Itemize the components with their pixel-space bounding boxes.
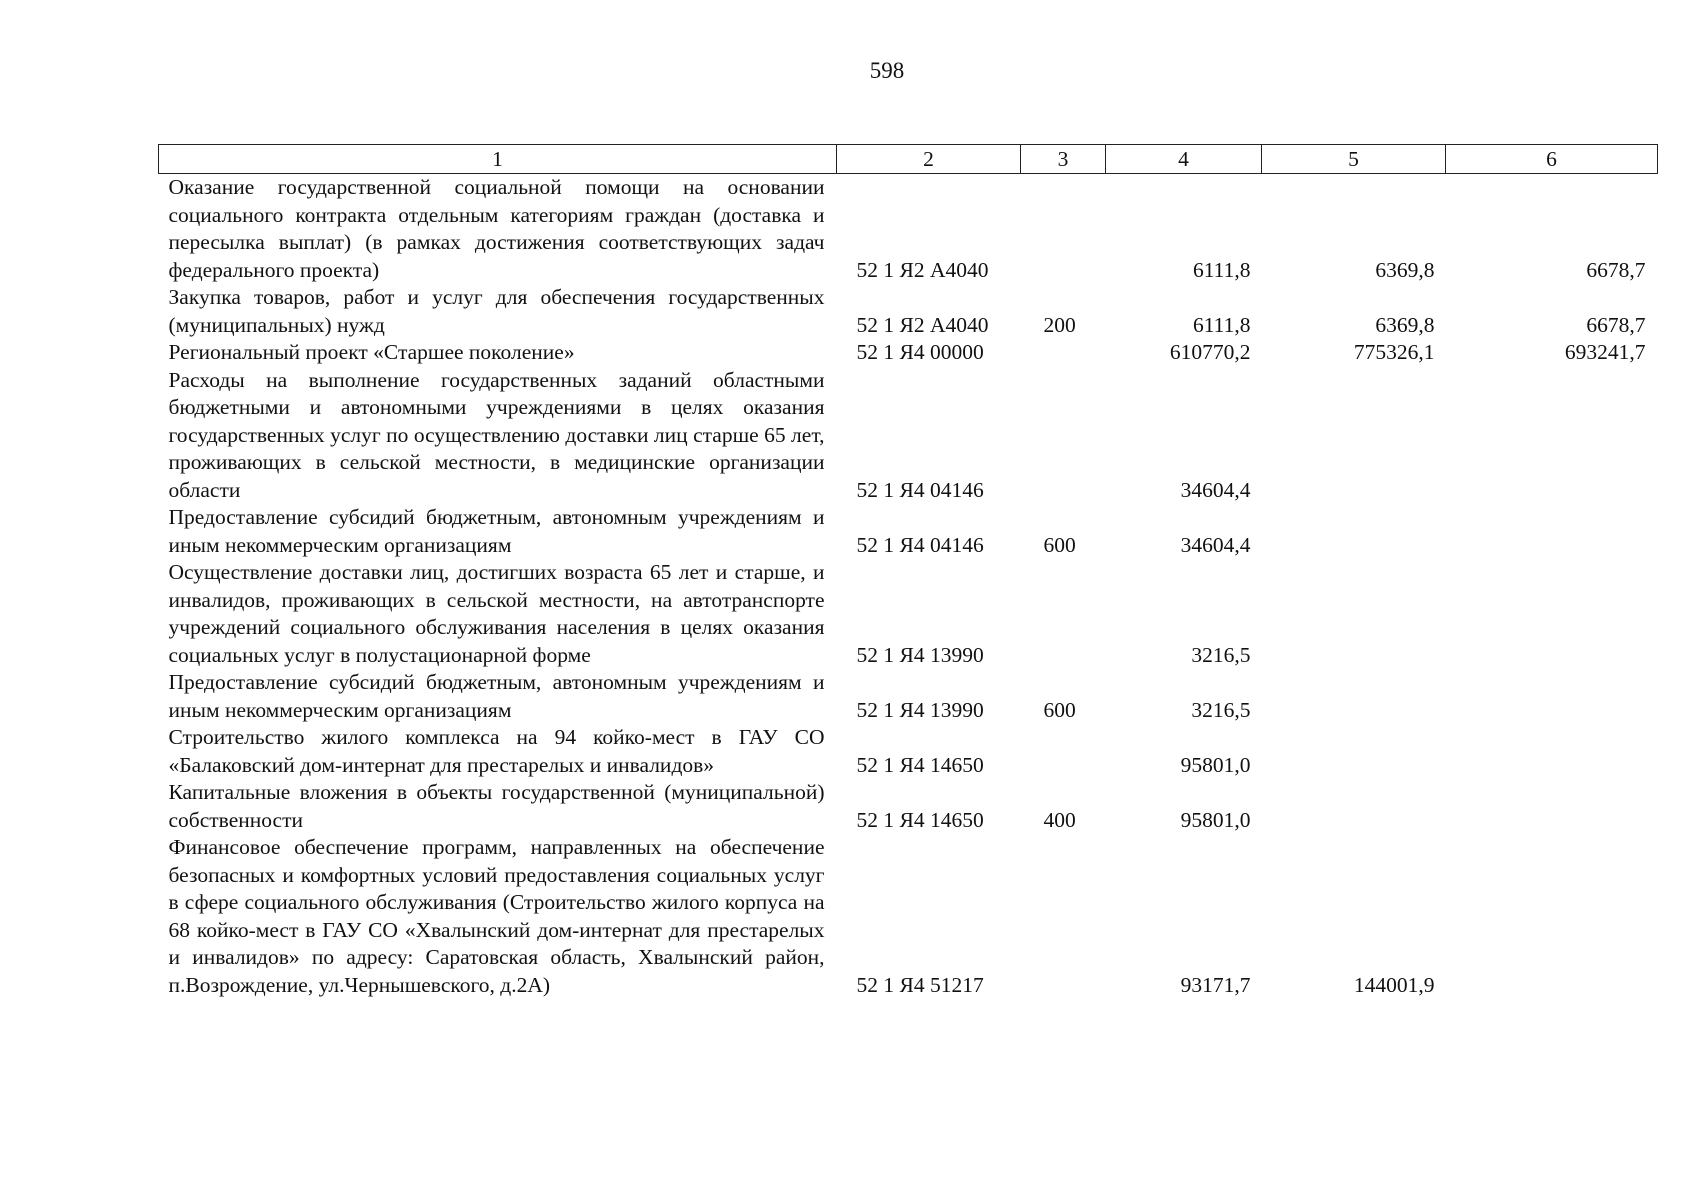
table-row <box>159 339 1658 367</box>
table-row <box>159 779 1658 834</box>
amount-col-5 <box>1262 367 1446 505</box>
amount-col-5: 775326,1 <box>1353 340 1435 364</box>
expense-type <box>1021 339 1106 367</box>
header-col-3: 3 <box>1021 145 1106 174</box>
item-code: 52 1 Я4 13990 <box>856 697 984 722</box>
amount-col-6 <box>1446 779 1658 834</box>
expense-type: 600 <box>1043 697 1076 722</box>
item-code: 52 1 Я4 14650 <box>856 807 984 832</box>
header-col-1: 1 <box>159 145 837 174</box>
item-code: 52 1 Я4 13990 <box>856 642 984 667</box>
amount-col-6 <box>1446 669 1658 724</box>
amount-col-5: 144001,9 <box>1353 972 1435 997</box>
item-name: Закупка товаров, работ и услуг для обеспечения государственных (муниципальных) нужд <box>168 285 825 337</box>
table-row <box>159 174 1658 285</box>
amount-col-4: 95801,0 <box>1180 807 1251 832</box>
expense-type <box>1021 724 1106 779</box>
amount-col-6 <box>1446 559 1658 669</box>
amount-col-4: 34604,4 <box>1180 477 1251 502</box>
amount-col-5 <box>1262 559 1446 669</box>
amount-col-5 <box>1262 779 1446 834</box>
item-name: Оказание государственной социальной помощи на основании социального контракта отдельным категориям граждан (доставка и пересылка выплат) (в рамках достижения соответствующих задач федерального проекта) <box>168 175 825 282</box>
item-name: Региональный проект «Старшее поколение» <box>168 340 575 364</box>
table-row <box>159 504 1658 559</box>
amount-col-4: 3216,5 <box>1191 642 1251 667</box>
table-header <box>159 145 1658 174</box>
amount-col-6: 6678,7 <box>1586 312 1646 337</box>
item-name: Финансовое обеспечение программ, направленных на обеспечение безопасных и комфортных условий предоставления социальных услуг в сфере социального обслуживания (Строительство жилого корпуса на 68 койко-мест в ГАУ СО «Хвалынский дом-интернат для престарелых и инвалидов» по адресу: Саратовская область, Хвалынский район, п.Возрождение, ул.Чернышевского, д.2А) <box>168 835 825 997</box>
table-body <box>159 174 1658 1000</box>
expense-type <box>1021 174 1106 285</box>
amount-col-6 <box>1446 834 1658 999</box>
expense-type <box>1021 559 1106 669</box>
table-row <box>159 284 1658 339</box>
table-row <box>159 724 1658 779</box>
expense-type: 200 <box>1043 312 1076 337</box>
table-row <box>159 834 1658 999</box>
item-code: 52 1 Я4 14650 <box>856 752 984 777</box>
table-row <box>159 367 1658 505</box>
item-name: Расходы на выполнение государственных заданий областными бюджетными и автономными учреждениями в целях оказания государственных услуг по осуществлению доставки лиц старше 65 лет, проживающих в сельской местности, в медицинские организации области <box>168 367 825 502</box>
expense-type: 600 <box>1043 532 1076 557</box>
item-name: Капитальные вложения в объекты государственной (муниципальной) собственности <box>168 780 825 832</box>
item-code: 52 1 Я4 04146 <box>856 477 984 502</box>
header-col-5: 5 <box>1262 145 1446 174</box>
amount-col-5 <box>1262 724 1446 779</box>
amount-col-5 <box>1262 504 1446 559</box>
header-col-2: 2 <box>837 145 1021 174</box>
amount-col-4: 93171,7 <box>1180 972 1251 997</box>
item-code: 52 1 Я4 51217 <box>856 972 984 997</box>
budget-table <box>158 144 1658 999</box>
amount-col-5: 6369,8 <box>1375 257 1435 282</box>
item-name: Строительство жилого комплекса на 94 койко-мест в ГАУ СО «Балаковский дом-интернат для престарелых и инвалидов» <box>168 725 825 777</box>
expense-type: 400 <box>1043 807 1076 832</box>
expense-type <box>1021 367 1106 505</box>
amount-col-6 <box>1446 367 1658 505</box>
expense-type <box>1021 834 1106 999</box>
item-code: 52 1 Я4 04146 <box>856 532 984 557</box>
header-row <box>159 145 1658 174</box>
amount-col-6: 6678,7 <box>1586 257 1646 282</box>
amount-col-6 <box>1446 504 1658 559</box>
table-row <box>159 559 1658 669</box>
amount-col-4: 610770,2 <box>1169 340 1251 364</box>
amount-col-4: 34604,4 <box>1180 532 1251 557</box>
header-col-4: 4 <box>1106 145 1262 174</box>
item-name: Предоставление субсидий бюджетным, автономным учреждениям и иным некоммерческим организациям <box>168 505 825 557</box>
amount-col-4: 6111,8 <box>1192 312 1251 337</box>
amount-col-4: 95801,0 <box>1180 752 1251 777</box>
amount-col-6: 693241,7 <box>1564 340 1646 364</box>
item-code: 52 1 Я2 А4040 <box>856 312 989 337</box>
item-name: Осуществление доставки лиц, достигших возраста 65 лет и старше, и инвалидов, проживающих в сельской местности, на автотранспорте учреждений социального обслуживания населения в целях оказания социальных услуг в полустационарной форме <box>168 560 825 667</box>
item-name: Предоставление субсидий бюджетным, автономным учреждениям и иным некоммерческим организациям <box>168 670 825 722</box>
header-col-6: 6 <box>1446 145 1658 174</box>
amount-col-4: 3216,5 <box>1191 697 1251 722</box>
amount-col-6 <box>1446 724 1658 779</box>
item-code: 52 1 Я4 00000 <box>856 340 984 364</box>
table-row <box>159 669 1658 724</box>
amount-col-5: 6369,8 <box>1375 312 1435 337</box>
amount-col-4: 6111,8 <box>1192 257 1251 282</box>
item-code: 52 1 Я2 А4040 <box>856 257 989 282</box>
page-number: 598 <box>869 58 905 83</box>
amount-col-5 <box>1262 669 1446 724</box>
